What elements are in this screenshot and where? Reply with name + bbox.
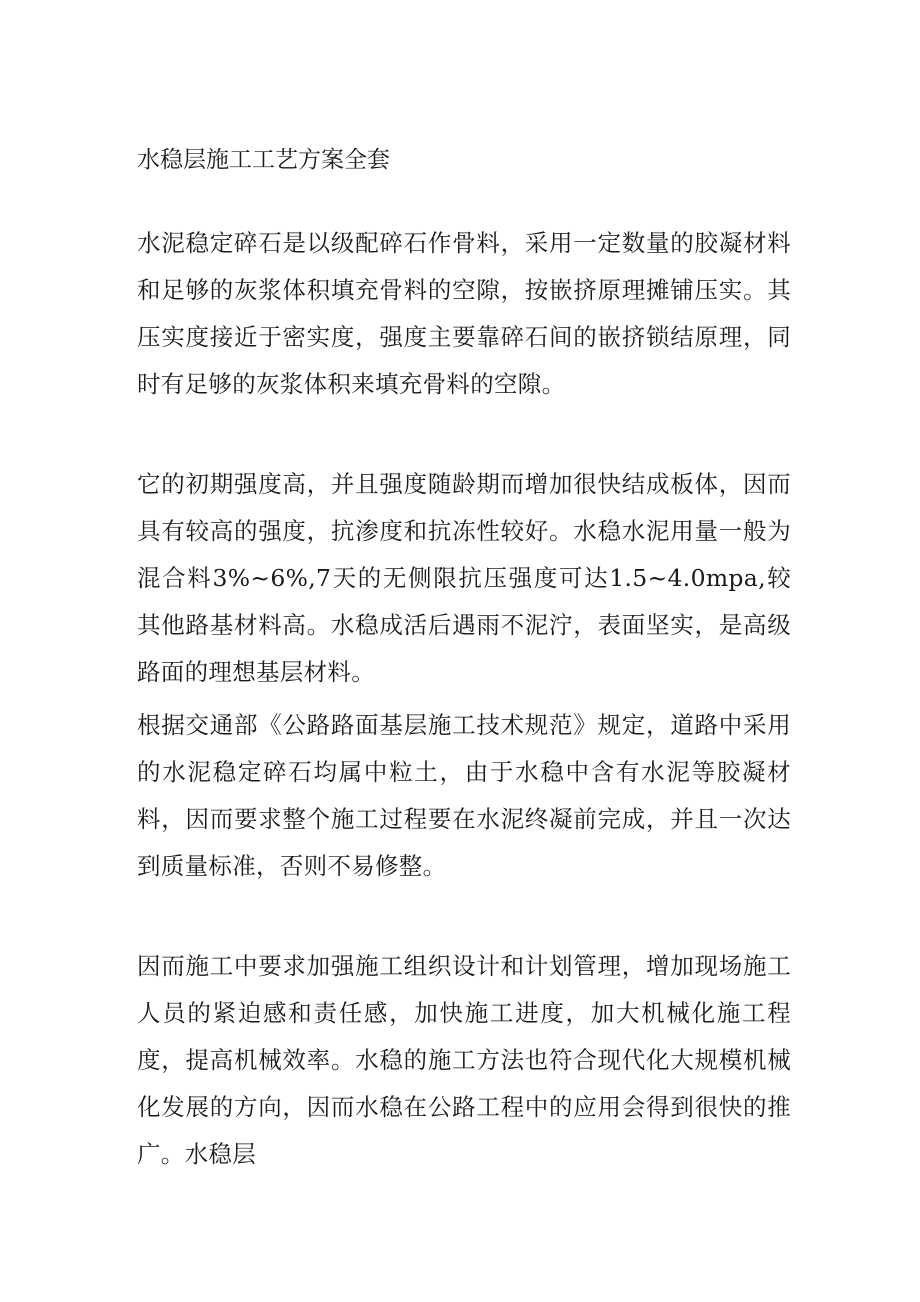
paragraph-2: 它的初期强度高，并且强度随龄期而增加很快结成板体，因而具有较高的强度，抗渗度和抗冻性较好。水稳水泥用量一般为混合料3%~6%,7天的无侧限抗压强度可达1.5~4.0mpa,较其他路基材料高。水稳成活后遇雨不泥泞，表面坚实，是高级路面的理想基层材料。 xyxy=(137,470,791,686)
paragraph-1: 水泥稳定碎石是以级配碎石作骨料，采用一定数量的胶凝材料和足够的灰浆体积填充骨料的空隙，按嵌挤原理摊铺压实。其压实度接近于密实度，强度主要靠碎石间的嵌挤锁结原理，同时有足够的灰浆体积来填充骨料的空隙。 xyxy=(137,229,791,398)
document-title: 水稳层施工工艺方案全套 xyxy=(137,147,390,173)
paragraph-4: 因而施工中要求加强施工组织设计和计划管理，增加现场施工人员的紧迫感和责任感，加快施工进度，加大机械化施工程度，提高机械效率。水稳的施工方法也符合现代化大规模机械化发展的方向，因而水稳在公路工程中的应用会得到很快的推广。水稳层 xyxy=(137,952,791,1168)
paragraph-3: 根据交通部《公路路面基层施工技术规范》规定，道路中采用的水泥稳定碎石均属中粒土，由于水稳中含有水泥等胶凝材料，因而要求整个施工过程要在水泥终凝前完成，并且一次达到质量标准，否则不易修整。 xyxy=(137,711,791,880)
